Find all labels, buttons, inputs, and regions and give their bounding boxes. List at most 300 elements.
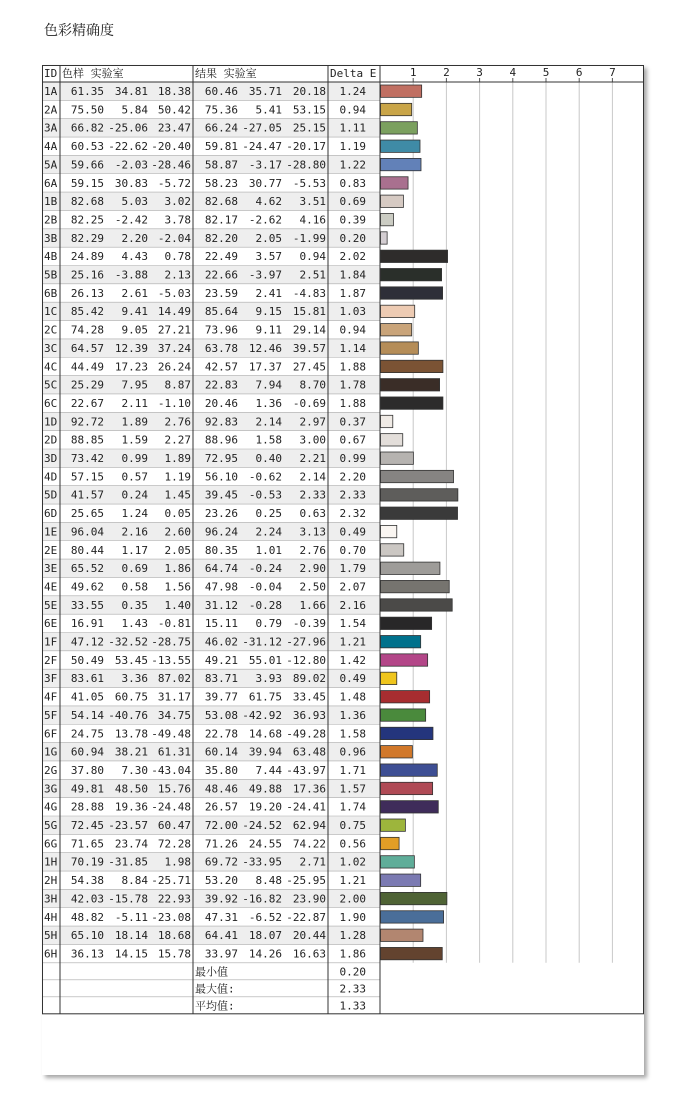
- sample-lab-value: 60.94: [70, 745, 104, 759]
- sample-lab-value: 19.36: [114, 800, 148, 814]
- axis-tick-label: 5: [542, 66, 550, 79]
- delta-e-value: 2.33: [339, 488, 366, 502]
- delta-e-value: 1.57: [339, 782, 366, 796]
- sample-lab-value: 74.28: [70, 323, 104, 337]
- result-lab-value: -6.52: [248, 910, 282, 924]
- result-lab-value: 69.72: [204, 855, 238, 869]
- sample-lab-value: 72.28: [157, 837, 191, 851]
- result-lab-value: 2.90: [299, 562, 326, 576]
- delta-e-value: 2.16: [339, 598, 366, 612]
- sample-lab-value: -1.10: [157, 396, 191, 410]
- row-id: 3C: [44, 341, 58, 355]
- sample-lab-value: -2.03: [114, 158, 148, 172]
- header-delta: Delta E: [330, 67, 377, 80]
- sample-lab-value: -5.11: [114, 910, 148, 924]
- sample-lab-value: -43.04: [151, 763, 191, 777]
- result-lab-value: 0.63: [299, 507, 326, 521]
- sample-lab-value: 8.84: [121, 874, 148, 888]
- delta-e-bar: [381, 599, 453, 611]
- result-lab-value: -24.52: [242, 819, 282, 832]
- result-lab-value: 39.57: [292, 341, 326, 355]
- result-lab-value: 31.12: [204, 598, 238, 612]
- delta-e-bar: [381, 636, 421, 648]
- result-lab-value: 29.14: [292, 323, 326, 337]
- sample-lab-value: -25.71: [151, 874, 191, 888]
- delta-e-value: 1.19: [339, 140, 366, 154]
- sample-lab-value: 42.03: [70, 892, 104, 906]
- result-lab-value: 17.36: [292, 782, 326, 796]
- result-lab-value: -0.69: [292, 396, 326, 410]
- result-lab-value: 20.44: [292, 929, 326, 943]
- color-accuracy-panel: [42, 65, 644, 1075]
- row-id: 2B: [44, 213, 58, 227]
- sample-lab-value: 1.24: [121, 507, 148, 521]
- result-lab-value: -22.87: [286, 910, 326, 924]
- delta-e-bar: [381, 947, 443, 959]
- result-lab-value: 12.46: [248, 341, 282, 355]
- result-lab-value: 8.48: [255, 874, 282, 888]
- result-lab-value: 2.14: [299, 470, 326, 484]
- delta-e-bar: [381, 544, 404, 556]
- sample-lab-value: 24.89: [70, 250, 104, 264]
- row-id: 3F: [44, 672, 58, 686]
- result-lab-value: 23.26: [204, 507, 238, 521]
- delta-e-value: 0.83: [339, 176, 366, 190]
- sample-lab-value: -32.52: [108, 635, 148, 649]
- delta-e-bar: [381, 85, 422, 97]
- delta-e-value: 1.54: [339, 617, 366, 631]
- sample-lab-value: 2.60: [164, 525, 191, 539]
- row-id: 3B: [44, 231, 58, 245]
- sample-lab-value: -28.75: [151, 635, 191, 649]
- sample-lab-value: 83.61: [70, 672, 104, 686]
- result-lab-value: 2.97: [299, 415, 326, 429]
- result-lab-value: 0.94: [299, 250, 326, 264]
- sample-lab-value: 1.89: [164, 452, 191, 465]
- delta-e-value: 1.28: [339, 929, 366, 943]
- delta-e-bar: [381, 617, 432, 629]
- sample-lab-value: 2.13: [164, 268, 191, 282]
- result-lab-value: -16.82: [242, 892, 282, 906]
- delta-e-bar: [381, 415, 393, 427]
- sample-lab-value: 34.81: [114, 85, 148, 98]
- delta-e-bar: [381, 232, 388, 244]
- result-lab-value: 1.58: [255, 433, 282, 447]
- row-id: 2G: [44, 763, 58, 777]
- sample-lab-value: 0.05: [164, 507, 191, 521]
- delta-e-bar: [381, 856, 415, 868]
- sample-lab-value: 2.05: [164, 543, 191, 557]
- sample-lab-value: 2.20: [121, 231, 148, 245]
- delta-e-value: 0.99: [339, 452, 366, 465]
- result-lab-value: 1.01: [255, 543, 282, 557]
- result-lab-value: 0.79: [255, 617, 282, 631]
- delta-e-value: 1.74: [339, 800, 366, 814]
- delta-e-value: 0.67: [339, 433, 366, 447]
- row-id: 6E: [44, 617, 58, 631]
- sample-lab-value: 80.44: [70, 543, 104, 557]
- result-lab-value: 18.07: [248, 929, 282, 943]
- sample-lab-value: 73.42: [70, 452, 104, 465]
- result-lab-value: 89.02: [292, 672, 326, 686]
- sample-lab-value: 18.14: [114, 929, 148, 943]
- result-lab-value: 24.55: [248, 837, 282, 851]
- row-id: 4E: [44, 580, 58, 594]
- result-lab-value: 22.49: [204, 250, 238, 264]
- result-lab-value: 14.68: [248, 727, 282, 741]
- delta-e-value: 1.48: [339, 690, 366, 704]
- result-lab-value: -20.17: [286, 140, 326, 154]
- sample-lab-value: -23.08: [151, 910, 191, 924]
- result-lab-value: -24.47: [242, 140, 282, 154]
- row-id: 3H: [44, 892, 58, 906]
- sample-lab-value: 0.24: [121, 488, 148, 502]
- sample-lab-value: 1.40: [164, 598, 191, 612]
- row-id: 5D: [44, 488, 58, 502]
- delta-e-bar: [381, 305, 415, 317]
- result-lab-value: -42.92: [242, 708, 282, 722]
- sample-lab-value: 61.35: [70, 85, 104, 98]
- row-id: 4G: [44, 800, 58, 814]
- sample-lab-value: 57.15: [70, 470, 104, 484]
- result-lab-value: 56.10: [204, 470, 238, 484]
- result-lab-value: -2.62: [248, 213, 282, 227]
- row-id: 5E: [44, 598, 58, 612]
- result-lab-value: 20.46: [204, 396, 238, 410]
- sample-lab-value: 72.45: [70, 819, 104, 832]
- result-lab-value: 64.41: [204, 929, 238, 943]
- result-lab-value: 88.96: [204, 433, 238, 447]
- sample-lab-value: 60.47: [157, 819, 191, 832]
- delta-e-value: 1.79: [339, 562, 366, 576]
- delta-e-value: 0.94: [339, 323, 366, 337]
- header-id: ID: [44, 67, 58, 80]
- result-lab-value: -27.96: [286, 635, 326, 649]
- delta-e-value: 1.21: [339, 874, 366, 888]
- sample-lab-value: 24.75: [70, 727, 104, 741]
- sample-lab-value: 2.16: [121, 525, 148, 539]
- sample-lab-value: 33.55: [70, 598, 104, 612]
- delta-e-bar: [381, 782, 433, 794]
- delta-e-value: 0.20: [339, 231, 366, 245]
- delta-e-value: 0.94: [339, 103, 366, 117]
- result-lab-value: 9.15: [255, 305, 282, 319]
- result-lab-value: 1.36: [255, 396, 282, 410]
- delta-e-bar: [381, 379, 440, 391]
- result-lab-value: -31.12: [242, 635, 282, 649]
- result-lab-value: -0.39: [292, 617, 326, 631]
- sample-lab-value: 1.59: [121, 433, 148, 447]
- row-id: 1B: [44, 195, 58, 209]
- row-id: 5A: [44, 158, 58, 172]
- delta-e-bar: [381, 103, 412, 115]
- summary-label: 最小值: [195, 965, 228, 979]
- sample-lab-value: -28.46: [151, 158, 191, 172]
- result-lab-value: 25.15: [292, 121, 326, 135]
- result-lab-value: 2.14: [255, 415, 282, 429]
- result-lab-value: -28.80: [286, 158, 326, 172]
- sample-lab-value: 92.72: [70, 415, 104, 429]
- result-lab-value: 7.44: [255, 763, 282, 777]
- delta-e-value: 0.75: [339, 819, 366, 832]
- result-lab-value: 4.16: [299, 213, 326, 227]
- result-lab-value: 53.15: [292, 103, 326, 117]
- delta-e-value: 1.84: [339, 268, 366, 282]
- sample-lab-value: 37.80: [70, 763, 104, 777]
- sample-lab-value: -5.72: [157, 176, 191, 190]
- delta-e-value: 1.88: [339, 360, 366, 374]
- delta-e-bar: [381, 801, 439, 813]
- row-id: 6D: [44, 507, 58, 521]
- delta-e-bar: [381, 562, 440, 574]
- row-id: 6A: [44, 176, 58, 190]
- result-lab-value: -0.28: [248, 598, 282, 612]
- axis-tick-label: 1: [409, 66, 417, 79]
- result-lab-value: 3.57: [255, 250, 282, 264]
- sample-lab-value: -2.42: [114, 213, 148, 227]
- sample-lab-value: 53.45: [114, 653, 148, 667]
- sample-lab-value: -24.48: [151, 800, 191, 814]
- result-lab-value: 30.77: [248, 176, 282, 190]
- sample-lab-value: 47.12: [70, 635, 104, 649]
- sample-lab-value: 34.75: [157, 708, 191, 722]
- delta-e-value: 1.78: [339, 378, 366, 392]
- sample-lab-value: -0.81: [157, 617, 191, 631]
- result-lab-value: -4.83: [292, 286, 326, 300]
- sample-lab-value: 26.13: [70, 286, 104, 300]
- row-id: 5F: [44, 708, 58, 722]
- sample-lab-value: 1.89: [121, 415, 148, 429]
- sample-lab-value: 0.99: [121, 452, 148, 465]
- sample-lab-value: 49.62: [70, 580, 104, 594]
- delta-e-value: 2.32: [339, 507, 366, 521]
- sample-lab-value: 61.31: [157, 745, 191, 759]
- row-id: 5B: [44, 268, 58, 282]
- sample-lab-value: 75.50: [70, 103, 104, 117]
- row-id: 6F: [44, 727, 58, 741]
- delta-e-value: 0.70: [339, 543, 366, 557]
- delta-e-value: 1.87: [339, 286, 366, 300]
- delta-e-bar: [381, 177, 409, 189]
- result-lab-value: 96.24: [204, 525, 238, 539]
- sample-lab-value: 48.50: [114, 782, 148, 796]
- row-id: 4F: [44, 690, 58, 704]
- sample-lab-value: 25.16: [70, 268, 104, 282]
- result-lab-value: 3.51: [299, 195, 326, 209]
- delta-e-value: 2.02: [339, 250, 366, 264]
- row-id: 2H: [44, 874, 58, 888]
- result-lab-value: 2.51: [299, 268, 326, 282]
- sample-lab-value: 1.19: [164, 470, 191, 484]
- sample-lab-value: 9.05: [121, 323, 148, 337]
- delta-e-bar: [381, 342, 419, 354]
- result-lab-value: 8.70: [299, 378, 326, 392]
- result-lab-value: 71.26: [204, 837, 238, 851]
- sample-lab-value: 22.93: [157, 892, 191, 906]
- delta-e-bar: [381, 819, 406, 831]
- row-id: 6C: [44, 396, 58, 410]
- sample-lab-value: 65.52: [70, 562, 104, 576]
- result-lab-value: 9.11: [255, 323, 282, 337]
- sample-lab-value: 54.38: [70, 874, 104, 888]
- delta-e-bar: [381, 727, 433, 739]
- result-lab-value: 47.31: [204, 910, 238, 924]
- sample-lab-value: 36.13: [70, 947, 104, 961]
- sample-lab-value: 16.91: [70, 617, 104, 631]
- result-lab-value: 19.20: [248, 800, 282, 814]
- sample-lab-value: 25.65: [70, 507, 104, 521]
- result-lab-value: 58.23: [204, 176, 238, 190]
- result-lab-value: 33.45: [292, 690, 326, 704]
- result-lab-value: -25.95: [286, 874, 326, 888]
- delta-e-bar: [381, 213, 394, 225]
- result-lab-value: 7.94: [255, 378, 282, 392]
- delta-e-bar: [381, 929, 423, 941]
- delta-e-value: 1.24: [339, 85, 366, 98]
- row-id: 4D: [44, 470, 58, 484]
- result-lab-value: 4.62: [255, 195, 282, 209]
- delta-e-value: 0.69: [339, 195, 366, 209]
- sample-lab-value: 41.57: [70, 488, 104, 502]
- result-lab-value: 85.64: [204, 305, 238, 319]
- result-lab-value: 2.71: [299, 855, 326, 869]
- row-id: 2A: [44, 103, 58, 117]
- sample-lab-value: 26.24: [157, 360, 191, 374]
- delta-e-value: 0.49: [339, 525, 366, 539]
- delta-e-bar: [381, 397, 443, 409]
- result-lab-value: 48.46: [204, 782, 238, 796]
- sample-lab-value: 2.11: [121, 396, 148, 410]
- delta-e-bar: [381, 489, 458, 501]
- sample-lab-value: 22.67: [70, 396, 104, 410]
- delta-e-bar: [381, 654, 428, 666]
- sample-lab-value: -2.04: [157, 231, 191, 245]
- result-lab-value: 2.50: [299, 580, 326, 594]
- delta-e-value: 2.20: [339, 470, 366, 484]
- delta-e-value: 0.56: [339, 837, 366, 851]
- sample-lab-value: 14.49: [157, 305, 191, 319]
- delta-e-bar: [381, 672, 397, 684]
- result-lab-value: 35.80: [204, 763, 238, 777]
- sample-lab-value: 82.68: [70, 195, 104, 209]
- row-id: 1E: [44, 525, 58, 539]
- row-id: 4H: [44, 910, 58, 924]
- summary-label: 最大值:: [195, 982, 235, 996]
- row-id: 1F: [44, 635, 58, 649]
- result-lab-value: 83.71: [204, 672, 238, 686]
- result-lab-value: 73.96: [204, 323, 238, 337]
- result-lab-value: 49.88: [248, 782, 282, 796]
- sample-lab-value: 2.76: [164, 415, 191, 429]
- row-id: 6G: [44, 837, 58, 851]
- row-id: 2D: [44, 433, 58, 447]
- delta-e-bar: [381, 525, 397, 537]
- result-lab-value: 82.20: [204, 231, 238, 245]
- delta-e-bar: [381, 122, 418, 134]
- sample-lab-value: 15.76: [157, 782, 191, 796]
- result-lab-value: 39.77: [204, 690, 238, 704]
- row-id: 2C: [44, 323, 58, 337]
- sample-lab-value: 60.53: [70, 140, 104, 154]
- sample-lab-value: 30.83: [114, 176, 148, 190]
- sample-lab-value: 82.29: [70, 231, 104, 245]
- axis-tick-label: 3: [476, 66, 483, 79]
- row-id: 2F: [44, 653, 58, 667]
- sample-lab-value: 17.23: [114, 360, 148, 374]
- result-lab-value: 15.11: [204, 617, 238, 631]
- result-lab-value: 42.57: [204, 360, 238, 374]
- delta-e-bar: [381, 140, 421, 152]
- sample-lab-value: 15.78: [157, 947, 191, 961]
- sample-lab-value: 0.78: [164, 250, 191, 264]
- sample-lab-value: -13.55: [151, 653, 191, 667]
- delta-e-bar: [381, 250, 448, 262]
- row-id: 6B: [44, 286, 58, 300]
- delta-e-bar: [381, 580, 450, 592]
- axis-tick-label: 6: [575, 66, 583, 79]
- result-lab-value: 3.13: [299, 525, 326, 539]
- result-lab-value: 2.76: [299, 543, 326, 557]
- result-lab-value: 16.63: [292, 947, 326, 961]
- delta-e-value: 1.42: [339, 653, 366, 667]
- sample-lab-value: 0.69: [121, 562, 148, 576]
- result-lab-value: -0.04: [248, 580, 282, 594]
- delta-e-value: 1.86: [339, 947, 366, 961]
- result-lab-value: 66.24: [204, 121, 238, 135]
- result-lab-value: 15.81: [292, 305, 326, 319]
- sample-lab-value: 96.04: [70, 525, 104, 539]
- result-lab-value: -24.41: [286, 800, 326, 814]
- delta-e-value: 1.88: [339, 396, 366, 410]
- sample-lab-value: 65.10: [70, 929, 104, 943]
- result-lab-value: 22.78: [204, 727, 238, 741]
- sample-lab-value: 50.49: [70, 653, 104, 667]
- result-lab-value: 22.66: [204, 268, 238, 282]
- delta-e-value: 1.90: [339, 910, 366, 924]
- result-lab-value: 2.41: [255, 286, 282, 300]
- delta-e-value: 1.02: [339, 855, 366, 869]
- sample-lab-value: 14.15: [114, 947, 148, 961]
- result-lab-value: -27.05: [242, 121, 282, 135]
- delta-e-bar: [381, 507, 458, 519]
- result-lab-value: 14.26: [248, 947, 282, 961]
- result-lab-value: -1.99: [292, 231, 326, 245]
- delta-e-value: 0.49: [339, 672, 366, 686]
- sample-lab-value: 48.82: [70, 910, 104, 924]
- row-id: 5G: [44, 819, 58, 832]
- sample-lab-value: -40.76: [108, 708, 148, 722]
- delta-e-value: 0.96: [339, 745, 366, 759]
- sample-lab-value: 3.78: [164, 213, 191, 227]
- result-lab-value: -5.53: [292, 176, 326, 190]
- result-lab-value: 80.35: [204, 543, 238, 557]
- sample-lab-value: 8.87: [164, 378, 191, 392]
- sample-lab-value: -25.06: [108, 121, 148, 135]
- result-lab-value: -0.24: [248, 562, 282, 576]
- sample-lab-value: 64.57: [70, 341, 104, 355]
- delta-e-bar: [381, 269, 442, 281]
- sample-lab-value: 70.19: [70, 855, 104, 869]
- result-lab-value: 72.95: [204, 452, 238, 465]
- row-id: 3G: [44, 782, 58, 796]
- result-lab-value: 2.33: [299, 488, 326, 502]
- delta-e-bar: [381, 470, 454, 482]
- sample-lab-value: -22.62: [108, 140, 148, 154]
- delta-e-value: 2.00: [339, 892, 366, 906]
- delta-e-value: 1.21: [339, 635, 366, 649]
- delta-e-value: 2.07: [339, 580, 366, 594]
- sample-lab-value: 37.24: [157, 341, 191, 355]
